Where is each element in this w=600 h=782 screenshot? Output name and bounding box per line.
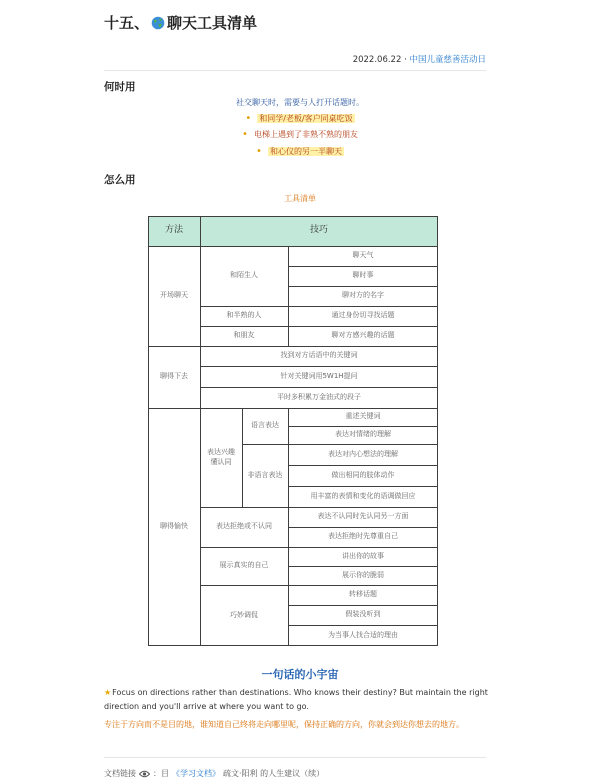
table-caption: 工具清单 (284, 194, 316, 203)
method-cell: 开场聊天 (160, 291, 188, 300)
footer-text-a: ：目 (153, 769, 169, 778)
tip-cell: 聊对方的名字 (342, 291, 384, 300)
tip-cell: 通过身份切寻找话题 (331, 311, 395, 320)
bullet-dot-icon: • (245, 113, 252, 124)
title-prefix: 十五、 (104, 14, 150, 32)
eye-icon (139, 770, 150, 778)
bullet-dot-icon: • (256, 146, 262, 157)
tip-cell: 针对关键词用5W1H提问 (280, 371, 358, 380)
method-cell: 聊得愉快 (160, 522, 188, 531)
quote-chinese: 专注于方向而不是目的地，谁知道自己终将走向哪里呢，保持正确的方向，你就会到达你想去的地方。 (104, 720, 464, 729)
globe-icon (151, 16, 165, 30)
page-title (104, 12, 257, 33)
quote-english: ★Focus on directions rather than destinations. Who knows their destiny? But maintain the right direction and you'll arrive at where you want to go. (104, 688, 488, 711)
tip-cell: 假装没听到 (345, 610, 381, 619)
when-bullet: • 和心仪的另一半聊天 (256, 146, 342, 157)
tip-cell: 展示你的脆弱 (342, 570, 384, 579)
divider (104, 757, 486, 758)
tip-cell: 做出相同的肢体动作 (331, 470, 395, 479)
publish-date: 2022.06.22 (352, 55, 402, 65)
date-separator: · (401, 55, 410, 65)
tip-cell: 重述关键词 (345, 412, 381, 421)
tip-cell: 用丰富的表情和变化的语调做回应 (310, 491, 416, 500)
skill-cell: 和半熟的人 (226, 311, 262, 320)
when-bullet: • 和同学/老板/客户同桌吃饭 (245, 113, 353, 124)
when-bullet: • 电梯上遇到了非熟不熟的朋友 (242, 129, 358, 140)
skill-cell: 表达拒绝或不认同 (216, 522, 272, 531)
skill-cell: 巧妙调侃 (230, 610, 258, 619)
tip-cell: 为当事人找合适的理由 (328, 630, 398, 639)
tip-cell: 聊对方感兴趣的话题 (331, 331, 395, 340)
method-cell: 聊得下去 (160, 372, 188, 381)
divider (104, 70, 486, 71)
skill-cell: 和陌生人 (230, 271, 258, 280)
star-icon: ★ (104, 688, 112, 697)
skill-cell: 表达兴趣 懂认同 (207, 448, 235, 466)
section-heading-how: 怎么用 (104, 174, 136, 186)
subskill-cell: 非语言表达 (247, 470, 283, 479)
skill-cell: 展示真实的自己 (219, 561, 269, 570)
subskill-cell: 语言表达 (251, 421, 279, 430)
footer-text-b: 疏文·阳利 的人生建议（续） (223, 769, 325, 778)
when-intro: 社交聊天时，需要与人打开话题时。 (236, 98, 364, 107)
tool-table (148, 216, 438, 646)
tip-cell: 找到对方话语中的关键词 (280, 351, 358, 360)
tip-cell: 转移话题 (349, 590, 377, 599)
doc-link-footer (104, 768, 324, 779)
quote-title: 一句话的小宇宙 (261, 668, 339, 681)
tip-cell: 表达对情绪的理解 (335, 430, 391, 439)
source-link[interactable]: 中国儿童慈善活动日 (409, 55, 486, 65)
tip-cell: 表达不认同时先认同另一方面 (317, 512, 409, 521)
tip-cell: 表达对内心想法的理解 (328, 449, 398, 458)
title-text: 聊天工具清单 (167, 14, 258, 32)
tip-cell: 讲出你的故事 (342, 551, 384, 560)
bullet-dot-icon: • (242, 129, 248, 140)
doc-link[interactable]: 《学习文档》 (172, 769, 220, 778)
section-heading-when: 何时用 (104, 81, 136, 93)
tip-cell: 平时多积累万金油式的段子 (277, 392, 361, 401)
tip-cell: 聊天气 (352, 251, 374, 260)
footer-label: 文档链接 (104, 769, 136, 778)
table-header-skill: 技巧 (200, 216, 438, 246)
date-line (353, 53, 486, 65)
tip-cell: 聊时事 (352, 271, 374, 280)
tip-cell: 表达拒绝时先尊重自己 (328, 532, 398, 541)
table-header-method: 方法 (148, 216, 200, 246)
skill-cell: 和朋友 (233, 331, 255, 340)
